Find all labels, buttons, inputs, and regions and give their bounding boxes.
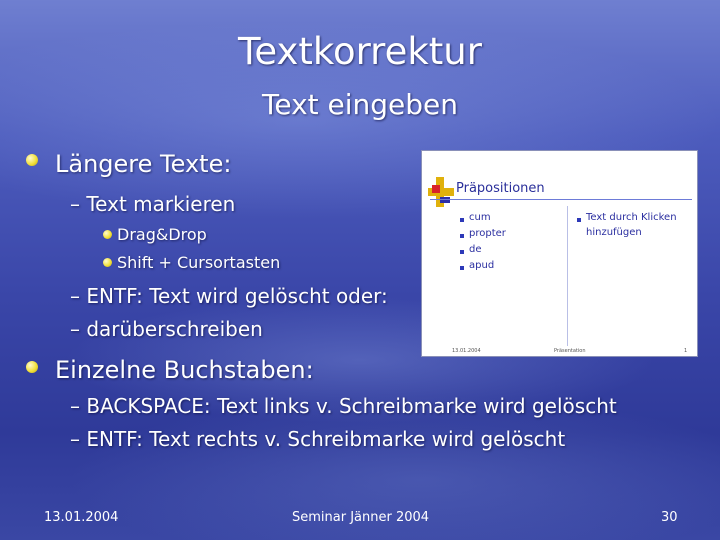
thumbnail-placeholder-line: Text durch Klicken: [586, 212, 677, 223]
bullet-entf-deleted: – ENTF: Text wird gelöscht oder:: [70, 284, 388, 308]
thumbnail-footer-center: Präsentation: [554, 348, 586, 354]
footer-center: Seminar Jänner 2004: [292, 510, 430, 525]
thumbnail-placeholder-line: hinzufügen: [586, 227, 642, 238]
thumbnail-column-divider: [567, 206, 568, 346]
thumbnail-divider: [430, 199, 692, 200]
bullet-overwrite: – darüberschreiben: [70, 317, 263, 341]
square-bullet-icon: [460, 250, 464, 254]
square-bullet-icon: [460, 266, 464, 270]
bullet-drag-drop: Drag&Drop: [117, 225, 207, 244]
bullet-backspace: – BACKSPACE: Text links v. Schreibmarke wird gelöscht: [70, 394, 617, 418]
thumbnail-item: de: [469, 244, 482, 255]
bullet-icon: [26, 154, 38, 166]
thumbnail-item: propter: [469, 228, 506, 239]
thumbnail-footer-page: 1: [684, 348, 688, 354]
bullet-entf-right: – ENTF: Text rechts v. Schreibmarke wird gelöscht: [70, 427, 566, 451]
thumbnail-footer-date: 13.01.2004: [452, 348, 481, 354]
bullet-single-letters: Einzelne Buchstaben:: [55, 356, 314, 384]
bullet-icon: [103, 230, 112, 239]
bullet-shift-cursor: Shift + Cursortasten: [117, 253, 281, 272]
square-bullet-icon: [460, 234, 464, 238]
bullet-icon: [26, 361, 38, 373]
bullet-icon: [103, 258, 112, 267]
footer-date: 13.01.2004: [44, 510, 119, 525]
thumbnail-item: apud: [469, 260, 495, 271]
slide-subtitle: Text eingeben: [261, 88, 459, 121]
square-bullet-icon: [577, 218, 581, 222]
bullet-longer-texts: Längere Texte:: [55, 150, 232, 178]
footer-page-number: 30: [661, 510, 678, 525]
square-bullet-icon: [460, 218, 464, 222]
slide-thumbnail: [421, 150, 698, 357]
thumbnail-title: Präpositionen: [456, 181, 545, 196]
thumbnail-item: cum: [469, 212, 491, 223]
slide-title: Textkorrektur: [238, 30, 482, 73]
bullet-mark-text: – Text markieren: [70, 192, 236, 216]
